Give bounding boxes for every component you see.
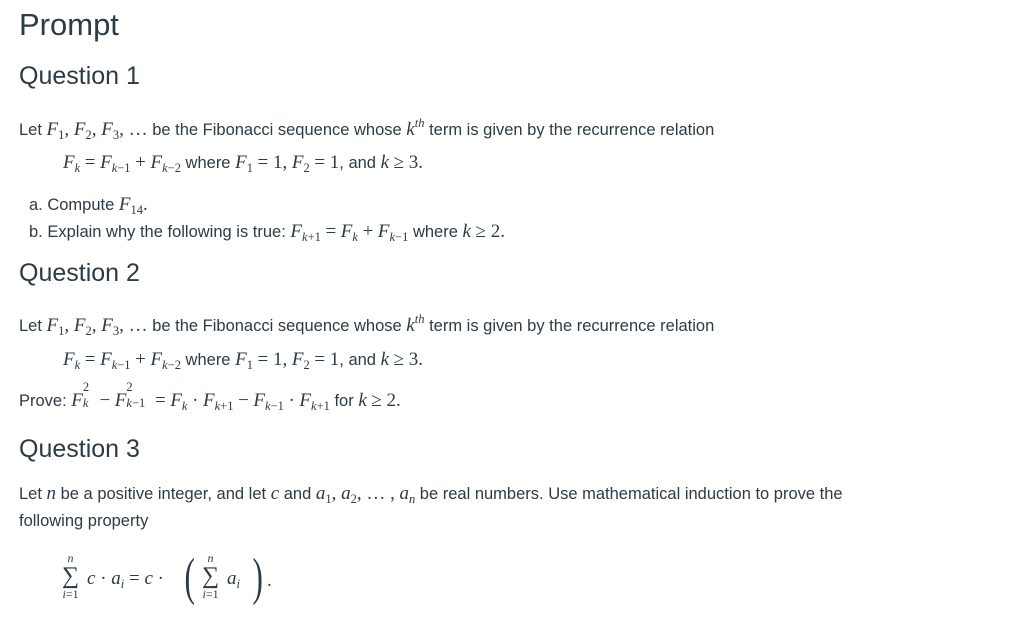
prompt-title: Prompt [19, 7, 119, 42]
q2-intro: Let $F_1$, $F_2$, $F_3$, … be the Fibonacci sequence whose $k^{th}$ term is given by the recurrence relation [19, 312, 715, 338]
q1-part-b: b. Explain why the following is true: $F_{k+1} = F_k + F_{k-1}$ where k ≥ 2. [29, 221, 505, 244]
q1-intro: Let $F_1$, $F_2$, $F_3$, … be the Fibonacci sequence whose $k^{th}$ term is given by the recurrence relation [19, 116, 715, 142]
question-2-heading: Question 2 [19, 259, 140, 287]
q3-line-2: following property [19, 512, 149, 530]
q1-recurrence: $F_k = F_{k-1} + F_{k-2}$ where $F_1 = 1$, $F_2 = 1$, and k ≥ 3. [63, 152, 424, 175]
q3-summation-formula: n ∑ i=1 $c \cdot a_i = c$ · ( n ∑ i=1 $a_i$ ) . [62, 549, 272, 606]
q1-part-a: a. Compute $F_{14}$. [29, 194, 148, 217]
question-1-heading: Question 1 [19, 62, 140, 90]
q2-recurrence: $F_k = F_{k-1} + F_{k-2}$ where $F_1 = 1$, $F_2 = 1$, and k ≥ 3. [63, 349, 424, 372]
question-3-heading: Question 3 [19, 435, 140, 463]
q2-prove: Prove: F 2 k − F 2 k−1 = $F_k \cdot F_{k+1} - F_{k-1} \cdot F_{k+1}$ for k ≥ 2. [19, 380, 401, 413]
q3-line-1: Let n be a positive integer, and let c and $a_1$, $a_2$, … , $a_n$ be real numbers. Use mathematical induction to prove the [19, 483, 843, 506]
